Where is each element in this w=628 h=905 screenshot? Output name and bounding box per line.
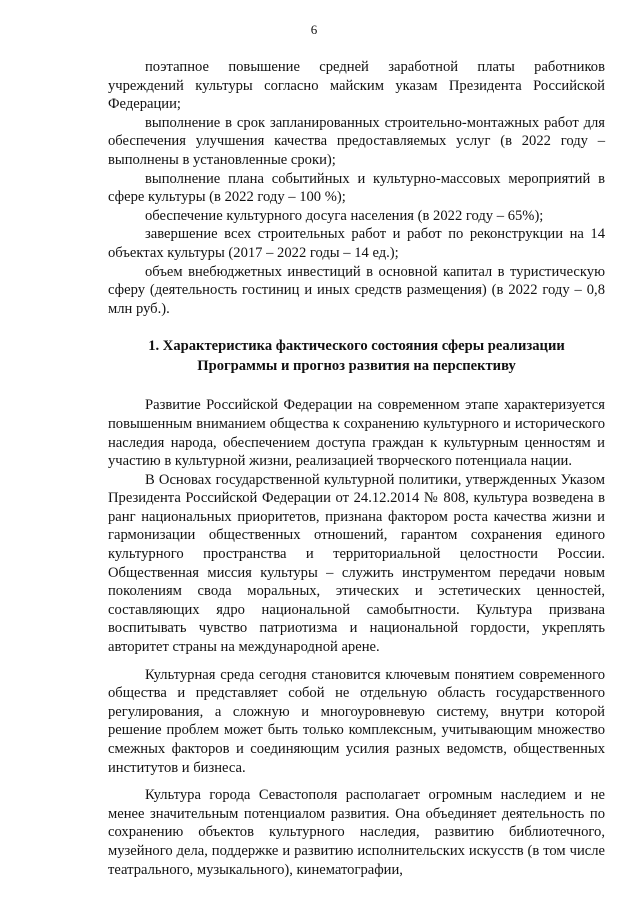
- document-body: [108, 58, 605, 879]
- paragraph-gap: [108, 657, 605, 666]
- section-heading-line: Программы и прогноз развития на перспективу: [197, 357, 516, 374]
- page-number: 6: [310, 22, 318, 37]
- list-item: объем внебюджетных инвестиций в основной капитал в туристическую сферу (деятельность гостиниц и иных средств размещения) (в 2022 году – 0,8 млн руб.).: [108, 263, 605, 317]
- list-item: выполнение в срок запланированных строительно-монтажных работ для обеспечения улучшения качества предоставляемых услуг (в 2022 году – выполнены в установленные сроки);: [108, 114, 605, 168]
- body-paragraph: Развитие Российской Федерации на современном этапе характеризуется повышенным вниманием общества к сохранению культурного и исторического наследия народа, обеспечением доступа граждан к культурным ценностям и участию в культурной жизни, реализацией творческого потенциала нации.: [108, 397, 605, 470]
- section-heading: [108, 337, 605, 376]
- list-item: поэтапное повышение средней заработной платы работников учреждений культуры согласно майским указам Президента Российской Федерации;: [108, 59, 605, 113]
- body-paragraph: Культурная среда сегодня становится ключевым понятием современного общества и представляет собой не отдельную область государственного регулирования, а сложную и многоуровневую систему, внутри которой решение проблем может быть только комплексным, учитывающим множество смежных факторов и соединяющим усилия разных ведомств, общественных институтов и бизнеса.: [108, 666, 605, 776]
- list-item: завершение всех строительных работ и работ по реконструкции на 14 объектах культуры (2017 – 2022 годы – 14 ед.);: [108, 226, 605, 261]
- body-paragraph: В Основах государственной культурной политики, утвержденных Указом Президента Российской Федерации от 24.12.2014 № 808, культура возведена в ранг национальных приоритетов, признана фактором роста качества жизни и гармонизации общественных отношений, гарантом сохранения единого культурного пространства и территориальной целостности России. Общественная миссия культуры – служить инструментом передачи новым поколениям свода моральных, этических и эстетических ценностей, составляющих ядро национальной самобытности. Культура призвана воспитывать чувство патриотизма и национальной гордости, укреплять авторитет страны на международной арене.: [108, 471, 605, 656]
- list-item: выполнение плана событийных и культурно-массовых мероприятий в сфере культуры (в 2022 году – 100 %);: [108, 170, 605, 206]
- list-item: обеспечение культурного досуга населения (в 2022 году – 65%);: [145, 207, 544, 224]
- paragraph-gap: [108, 777, 605, 786]
- section-heading-line: 1. Характеристика фактического состояния сферы реализации: [148, 338, 565, 355]
- body-paragraph: Культура города Севастополя располагает огромным наследием и не менее значительным потенциалом развития. Она объединяет деятельность по сохранению объектов культурного наследия, развитию библиотечного, музейного дела, поддержке и развитию исполнительских искусств (в том числе театрального, музыкального), кинематографии,: [108, 787, 605, 878]
